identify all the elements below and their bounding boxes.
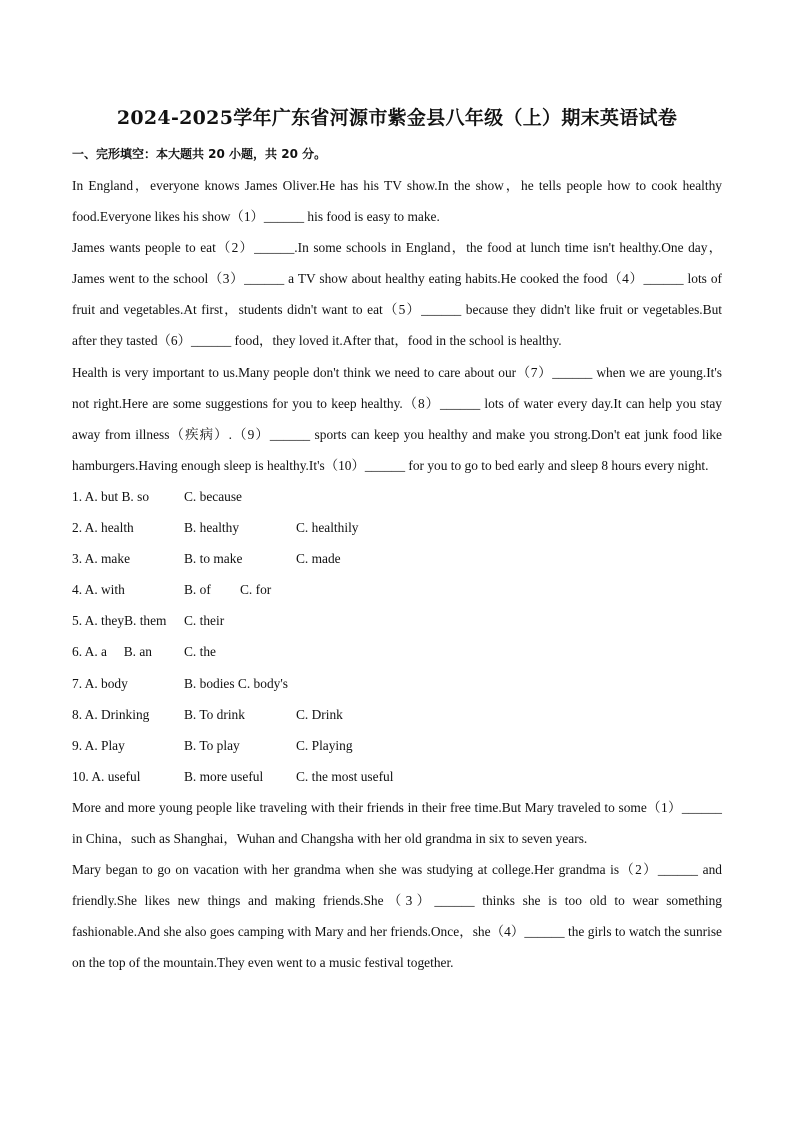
option-text: C. healthily (296, 520, 359, 536)
option-text: 9. A. Play (72, 737, 125, 753)
option-text: B. bodies C. body's (184, 675, 288, 691)
exam-body (72, 170, 722, 978)
option-text: 2. A. health (72, 520, 134, 536)
option-row (72, 730, 722, 761)
option-text: 1. A. but B. so (72, 488, 150, 504)
option-row (72, 543, 722, 574)
option-text: B. to make (184, 551, 243, 567)
option-text: C. the (184, 644, 216, 660)
passage1-paragraph: Health is very important to us.Many people don't think we need to care about our（7）______ when we are young.It's not right.Here are some suggestions for you to keep healthy.（8）______ lots of water every day.It can help you stay away from illness（疾病）.（9）______ sports can keep you healthy and make you strong.Don't eat junk food like hamburgers.Having enough sleep is healthy.It's（10）______ for you to go to bed early and sleep 8 hours every night. (72, 364, 722, 473)
option-text: 7. A. body (72, 675, 128, 691)
option-text: C. Drink (296, 706, 343, 722)
passage1-paragraph: In England，everyone knows James Oliver.He has his TV show.In the show，he tells people how to cook healthy food.Everyone likes his show（1）______ his food is easy to make. (72, 178, 722, 225)
passage1-paragraph: James wants people to eat（2）______.In some schools in England，the food at lunch time isn't healthy.One day，James went to the school（3）______ a TV show about healthy eating habits.He cooked the food（4）______ lots of fruit and vegetables.At first，students didn't want to eat（5）______ because they didn't like fruit or vegetables.But after they tasted（6）______ food，they loved it.After that，food in the school is healthy. (72, 240, 722, 349)
option-text: 3. A. make (72, 551, 131, 567)
option-text: B. more useful (184, 768, 264, 784)
option-row (72, 574, 722, 605)
option-text: C. Playing (296, 737, 353, 753)
option-text: C. because (184, 488, 243, 504)
option-text: B. healthy (184, 520, 240, 536)
option-text: 5. A. theyB. them (72, 613, 167, 629)
option-row (72, 512, 722, 543)
option-text: C. their (184, 613, 225, 629)
option-row (72, 761, 722, 792)
option-text: B. To drink (184, 706, 245, 722)
option-row (72, 699, 722, 730)
option-text: 6. A. a B. an (72, 644, 152, 660)
option-text: C. the most useful (296, 768, 394, 784)
option-row (72, 481, 722, 512)
option-text: B. To play (184, 737, 240, 753)
option-row (72, 636, 722, 667)
passage2-paragraph: Mary began to go on vacation with her grandma when she was studying at college.Her grandma is（2）______ and friendly.She likes new things and making friends.She（3）______ thinks she is too old to wear something fashionable.And she also goes camping with Mary and her friends.Once，she（4）______ the girls to watch the sunrise on the top of the mountain.They even went to a music festival together. (72, 862, 722, 971)
option-text: C. for (240, 582, 272, 598)
option-text: B. of (184, 582, 211, 598)
option-text: 8. A. Drinking (72, 706, 150, 722)
section-heading: 一、完形填空：本大题共 20 小题，共 20 分。 (72, 147, 327, 161)
option-text: 10. A. useful (72, 768, 141, 784)
page-title: 2024-2025学年广东省河源市紫金县八年级（上）期末英语试卷 (116, 107, 678, 129)
option-text: C. made (296, 551, 341, 567)
option-text: 4. A. with (72, 582, 125, 598)
passage2-paragraph: More and more young people like traveling with their friends in their free time.But Mary traveled to some（1）______ in China，such as Shanghai，Wuhan and Changsha with her old grandma in six to seven years. (72, 799, 722, 846)
option-row (72, 668, 722, 699)
option-row (72, 605, 722, 636)
